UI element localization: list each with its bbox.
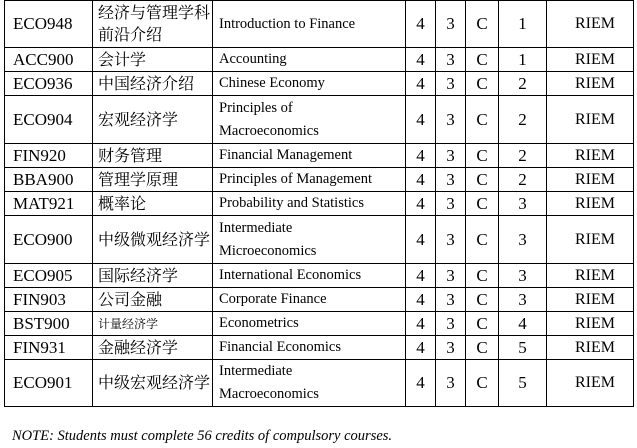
- course-hours: 4: [406, 216, 436, 264]
- course-english-name: Principles of Macroeconomics: [213, 96, 406, 144]
- course-semester: 2: [499, 144, 547, 168]
- course-code: ECO936: [5, 72, 93, 96]
- course-chinese-name: 国际经济学: [93, 264, 213, 288]
- course-credits: 3: [436, 312, 466, 336]
- course-english-name: Accounting: [213, 48, 406, 72]
- course-department: RIEM: [547, 48, 634, 72]
- course-semester: 3: [499, 192, 547, 216]
- course-department: RIEM: [547, 288, 634, 312]
- course-code: ECO905: [5, 264, 93, 288]
- course-chinese-name: 财务管理: [93, 144, 213, 168]
- course-hours: 4: [406, 360, 436, 407]
- course-department: RIEM: [547, 336, 634, 360]
- table-row: [5, 216, 634, 264]
- course-semester: 1: [499, 1, 547, 48]
- course-credits: 3: [436, 360, 466, 407]
- course-credits: 3: [436, 72, 466, 96]
- course-type: C: [466, 144, 499, 168]
- course-chinese-name: 金融经济学: [93, 336, 213, 360]
- table-row: [5, 168, 634, 192]
- table-row: [5, 264, 634, 288]
- course-chinese-name: 经济与管理学科前沿介绍: [93, 1, 213, 48]
- course-type: C: [466, 288, 499, 312]
- course-department: RIEM: [547, 1, 634, 48]
- table-row: [5, 144, 634, 168]
- course-english-name: International Economics: [213, 264, 406, 288]
- course-english-name: Probability and Statistics: [213, 192, 406, 216]
- course-credits: 3: [436, 216, 466, 264]
- course-semester: 3: [499, 264, 547, 288]
- course-hours: 4: [406, 168, 436, 192]
- course-hours: 4: [406, 264, 436, 288]
- course-english-name: Chinese Economy: [213, 72, 406, 96]
- course-department: RIEM: [547, 360, 634, 407]
- course-type: C: [466, 336, 499, 360]
- course-department: RIEM: [547, 312, 634, 336]
- course-semester: 1: [499, 48, 547, 72]
- table-row: [5, 1, 634, 48]
- course-semester: 5: [499, 360, 547, 407]
- course-english-name: Introduction to Finance: [213, 1, 406, 48]
- table-row: [5, 360, 634, 407]
- course-type: C: [466, 192, 499, 216]
- course-department: RIEM: [547, 72, 634, 96]
- table-row: [5, 336, 634, 360]
- course-semester: 4: [499, 312, 547, 336]
- course-english-name: Intermediate Microeconomics: [213, 216, 406, 264]
- course-chinese-name: 概率论: [93, 192, 213, 216]
- course-credits: 3: [436, 264, 466, 288]
- course-english-name: Financial Economics: [213, 336, 406, 360]
- course-code: FIN920: [5, 144, 93, 168]
- course-hours: 4: [406, 1, 436, 48]
- course-code: BST900: [5, 312, 93, 336]
- course-department: RIEM: [547, 192, 634, 216]
- course-type: C: [466, 72, 499, 96]
- course-credits: 3: [436, 144, 466, 168]
- course-english-name: Econometrics: [213, 312, 406, 336]
- course-code: ECO904: [5, 96, 93, 144]
- course-code: ECO900: [5, 216, 93, 264]
- course-semester: 2: [499, 72, 547, 96]
- course-type: C: [466, 216, 499, 264]
- course-chinese-name: 中级宏观经济学: [93, 360, 213, 407]
- course-english-name: Financial Management: [213, 144, 406, 168]
- course-credits: 3: [436, 288, 466, 312]
- course-chinese-name: 会计学: [93, 48, 213, 72]
- table-row: [5, 48, 634, 72]
- course-chinese-name: 宏观经济学: [93, 96, 213, 144]
- course-hours: 4: [406, 336, 436, 360]
- course-code: MAT921: [5, 192, 93, 216]
- course-english-name: Intermediate Macroeconomics: [213, 360, 406, 407]
- table-row: [5, 312, 634, 336]
- course-hours: 4: [406, 192, 436, 216]
- course-type: C: [466, 264, 499, 288]
- course-department: RIEM: [547, 168, 634, 192]
- course-hours: 4: [406, 96, 436, 144]
- course-type: C: [466, 168, 499, 192]
- course-semester: 2: [499, 96, 547, 144]
- course-department: RIEM: [547, 216, 634, 264]
- course-code: ECO948: [5, 1, 93, 48]
- course-credits: 3: [436, 1, 466, 48]
- course-hours: 4: [406, 312, 436, 336]
- course-code: FIN931: [5, 336, 93, 360]
- course-credits: 3: [436, 168, 466, 192]
- course-type: C: [466, 360, 499, 407]
- course-semester: 5: [499, 336, 547, 360]
- course-credits: 3: [436, 96, 466, 144]
- course-credits: 3: [436, 192, 466, 216]
- course-type: C: [466, 1, 499, 48]
- course-hours: 4: [406, 48, 436, 72]
- course-semester: 3: [499, 288, 547, 312]
- course-english-name: Principles of Management: [213, 168, 406, 192]
- course-english-name: Corporate Finance: [213, 288, 406, 312]
- course-hours: 4: [406, 144, 436, 168]
- course-type: C: [466, 48, 499, 72]
- course-credits: 3: [436, 336, 466, 360]
- course-credits: 3: [436, 48, 466, 72]
- course-chinese-name: 计量经济学: [93, 312, 213, 336]
- course-code: FIN903: [5, 288, 93, 312]
- table-row: [5, 192, 634, 216]
- course-department: RIEM: [547, 96, 634, 144]
- course-type: C: [466, 312, 499, 336]
- course-semester: 3: [499, 216, 547, 264]
- table-row: [5, 72, 634, 96]
- course-code: BBA900: [5, 168, 93, 192]
- course-chinese-name: 中级微观经济学: [93, 216, 213, 264]
- course-hours: 4: [406, 72, 436, 96]
- course-chinese-name: 中国经济介绍: [93, 72, 213, 96]
- course-chinese-name: 管理学原理: [93, 168, 213, 192]
- course-table: [4, 0, 634, 407]
- table-row: [5, 288, 634, 312]
- course-department: RIEM: [547, 264, 634, 288]
- table-row: [5, 96, 634, 144]
- course-code: ECO901: [5, 360, 93, 407]
- course-code: ACC900: [5, 48, 93, 72]
- course-hours: 4: [406, 288, 436, 312]
- course-department: RIEM: [547, 144, 634, 168]
- credits-note: NOTE: Students must complete 56 credits of compulsory courses.: [12, 428, 393, 444]
- course-chinese-name: 公司金融: [93, 288, 213, 312]
- course-semester: 2: [499, 168, 547, 192]
- course-type: C: [466, 96, 499, 144]
